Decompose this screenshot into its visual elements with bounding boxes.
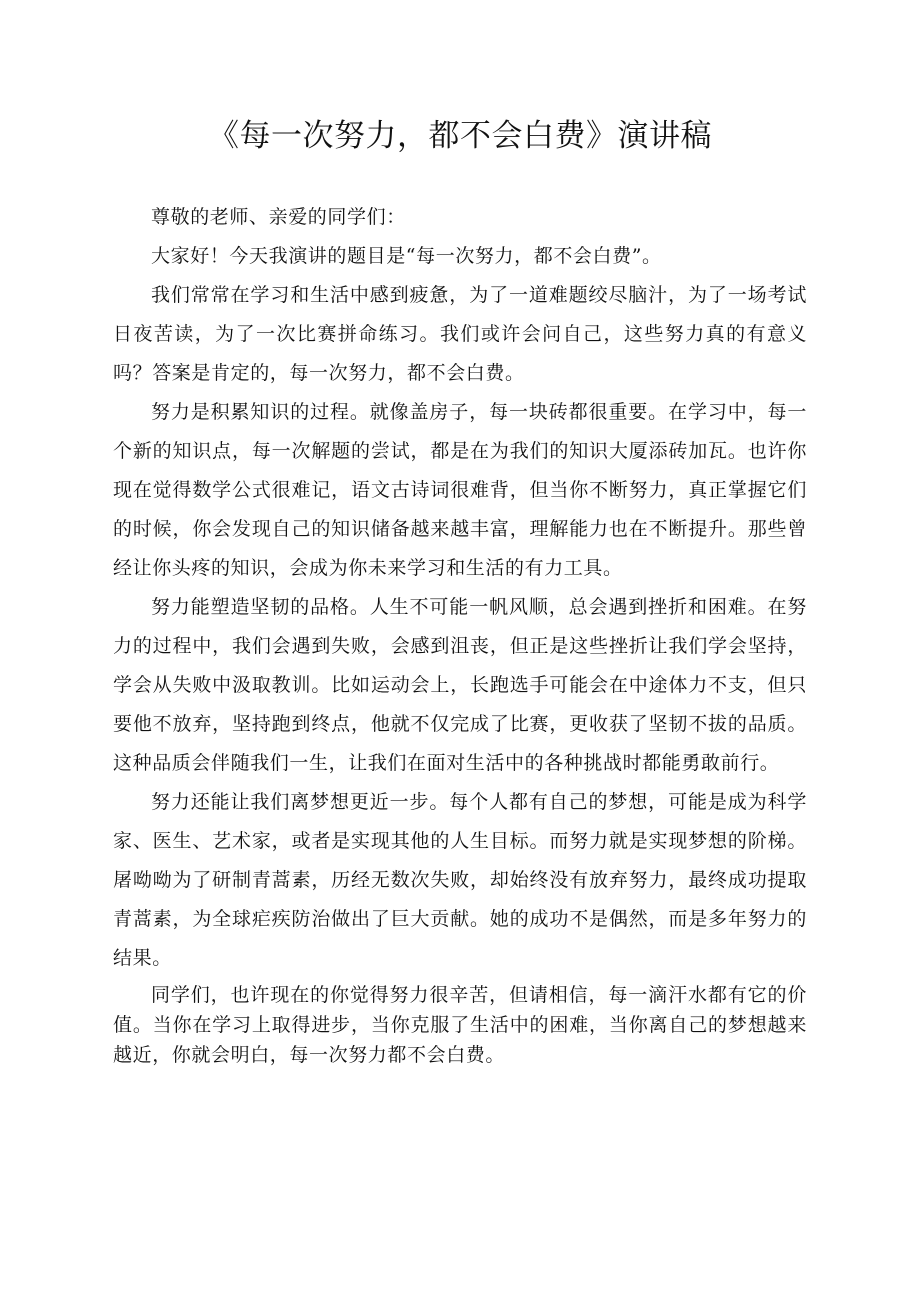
paragraph-opening: 大家好！今天我演讲的题目是“每一次努力，都不会白费”。 — [151, 245, 662, 267]
paragraph-greeting: 尊敬的老师、亲爱的同学们： — [151, 206, 406, 228]
paragraph-intro: 我们常常在学习和生活中感到疲惫，为了一道难题绞尽脑汁，为了一场考试日夜苦读，为了一次比赛拼命练习。我们或许会问自己，这些努力真的有意义吗？答案是肯定的，每一次努力，都不会白费。 — [113, 284, 807, 384]
paragraph-knowledge: 努力是积累知识的过程。就像盖房子，每一块砖都很重要。在学习中，每一个新的知识点，每一次解题的尝试，都是在为我们的知识大厦添砖加瓦。也许你现在觉得数学公式很难记，语文古诗词很难背，但当你不断努力，真正掌握它们的时候，你会发现自己的知识储备越来越丰富，理解能力也在不断提升。那些曾经让你头疼的知识，会成为你未来学习和生活的有力工具。 — [113, 401, 807, 579]
document-title: 《每一次努力，都不会白费》演讲稿 — [208, 118, 712, 154]
document-body — [113, 198, 807, 1070]
paragraph-closing: 同学们，也许现在的你觉得努力很辛苦，但请相信，每一滴汗水都有它的价值。当你在学习上取得进步，当你克服了生活中的困难，当你离自己的梦想越来越近，你就会明白，每一次努力都不会白费。 — [113, 984, 807, 1066]
paragraph-character: 努力能塑造坚韧的品格。人生不可能一帆风顺，总会遇到挫折和困难。在努力的过程中，我们会遇到失败，会感到沮丧，但正是这些挫折让我们学会坚持，学会从失败中汲取教训。比如运动会上，长跑选手可能会在中途体力不支，但只要他不放弃，坚持跑到终点，他就不仅完成了比赛，更收获了坚韧不拔的品质。这种品质会伴随我们一生，让我们在面对生活中的各种挑战时都能勇敢前行。 — [113, 596, 807, 774]
paragraph-dream: 努力还能让我们离梦想更近一步。每个人都有自己的梦想，可能是成为科学家、医生、艺术家，或者是实现其他的人生目标。而努力就是实现梦想的阶梯。屠呦呦为了研制青蒿素，历经无数次失败，却始终没有放弃努力，最终成功提取青蒿素，为全球疟疾防治做出了巨大贡献。她的成功不是偶然，而是多年努力的结果。 — [113, 791, 807, 969]
